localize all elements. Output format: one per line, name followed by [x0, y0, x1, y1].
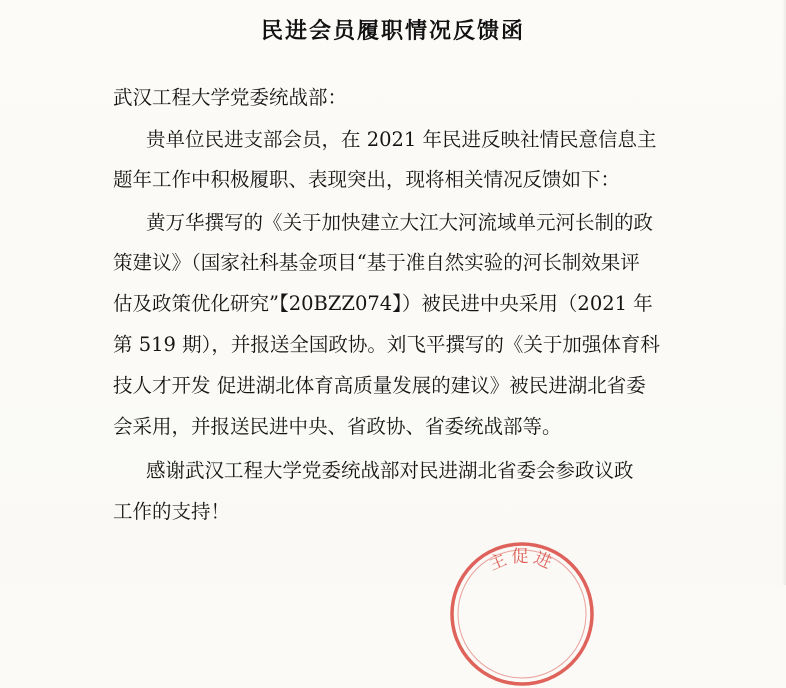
document-title: 民进会员履职情况反馈函 [260, 19, 525, 44]
paragraph2-line2: 策建议》（国家社科基金项目“基于准自然实验的河长制效果评 [113, 251, 640, 274]
seal-text [486, 547, 558, 575]
paragraph2-line6: 会采用，并报送民进中央、省政协、省委统战部等。 [113, 415, 562, 438]
salutation: 武汉工程大学党委统战部： [113, 86, 348, 109]
paragraph2-line5: 技人才开发 促进湖北体育高质量发展的建议》被民进湖北省委 [113, 374, 646, 397]
paragraph1-line2: 题年工作中积极履职、表现突出，现将相关情况反馈如下： [113, 168, 621, 191]
paragraph2-line1: 黄万华撰写的《关于加快建立大江大河流域单元河长制的政 [146, 211, 654, 234]
paragraph3-line1: 感谢武汉工程大学党委统战部对民进湖北省委会参政议政 [146, 459, 634, 482]
official-seal-stamp [448, 540, 596, 688]
paragraph2-line3: 估及政策优化研究”【20BZZ074】）被民进中央采用（2021 年 [113, 292, 653, 315]
seal-inner-ring [458, 550, 586, 678]
paragraph1-line1: 贵单位民进支部会员，在 2021 年民进反映社情民意信息主 [146, 128, 657, 151]
paragraph3-line2: 工作的支持！ [113, 500, 231, 523]
scan-edge-shadow [782, 0, 786, 585]
paragraph2-line4: 第 519 期），并报送全国政协。刘飞平撰写的《关于加强体育科 [113, 333, 660, 356]
seal-text-path: 主促进 [486, 547, 558, 575]
